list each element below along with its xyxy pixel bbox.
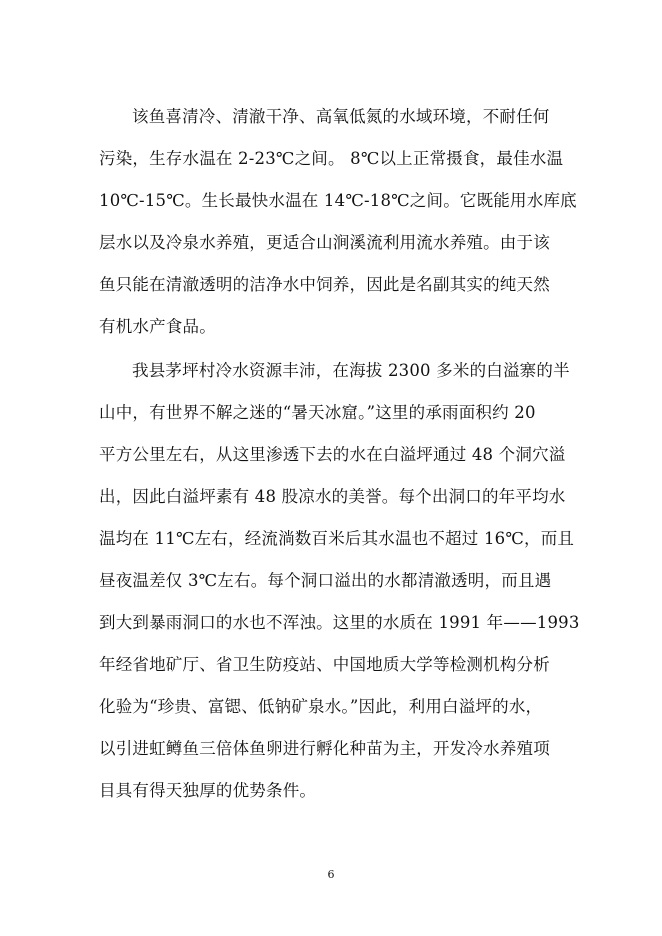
- page-number: 6: [327, 868, 335, 881]
- paragraph-line: 鱼只能在清澈透明的洁净水中饲养，因此是名副其实的纯天然: [99, 275, 550, 294]
- paragraph-line: 10℃-15℃。生长最快水温在 14℃-18℃之间。它既能用水库底: [99, 191, 577, 210]
- paragraph-line: 该鱼喜清冷、清澈干净、高氧低氮的水域环境，不耐任何: [132, 107, 550, 126]
- paragraph-line: 山中，有世界不解之迷的“暑天冰窟。”这里的承雨面积约 20: [99, 403, 536, 422]
- paragraph-line: 昼夜温差仅 3℃左右。每个洞口溢出的水都清澈透明，而且遇: [99, 571, 552, 590]
- paragraph-line: 化验为“珍贵、富锶、低钠矿泉水。”因此，利用白溢坪的水，: [99, 697, 543, 716]
- paragraph-line: 年经省地矿厅、省卫生防疫站、中国地质大学等检测机构分析: [99, 655, 550, 674]
- paragraph-line: 以引进虹鳟鱼三倍体鱼卵进行孵化种苗为主，开发冷水养殖项: [99, 739, 550, 758]
- paragraph-line: 温均在 11℃左右，经流淌数百米后其水温也不超过 16℃，而且: [99, 529, 575, 548]
- paragraph-line: 有机水产食品。: [99, 317, 216, 336]
- paragraph-line: 污染，生存水温在 2-23℃之间。 8℃以上正常摄食，最佳水温: [99, 149, 564, 168]
- paragraph-line: 平方公里左右，从这里渗透下去的水在白溢坪通过 48 个洞穴溢: [99, 445, 566, 464]
- paragraph-line: 层水以及冷泉水养殖，更适合山涧溪流利用流水养殖。由于该: [99, 233, 550, 252]
- paragraph-line: 到大到暴雨洞口的水也不浑浊。这里的水质在 1991 年——1993: [99, 613, 580, 632]
- paragraph-line: 出，因此白溢坪素有 48 股凉水的美誉。每个出洞口的年平均水: [99, 487, 566, 506]
- paragraph-line: 目具有得天独厚的优势条件。: [99, 781, 317, 800]
- paragraph-line: 我县茅坪村冷水资源丰沛，在海拔 2300 多米的白溢寨的半: [132, 361, 570, 380]
